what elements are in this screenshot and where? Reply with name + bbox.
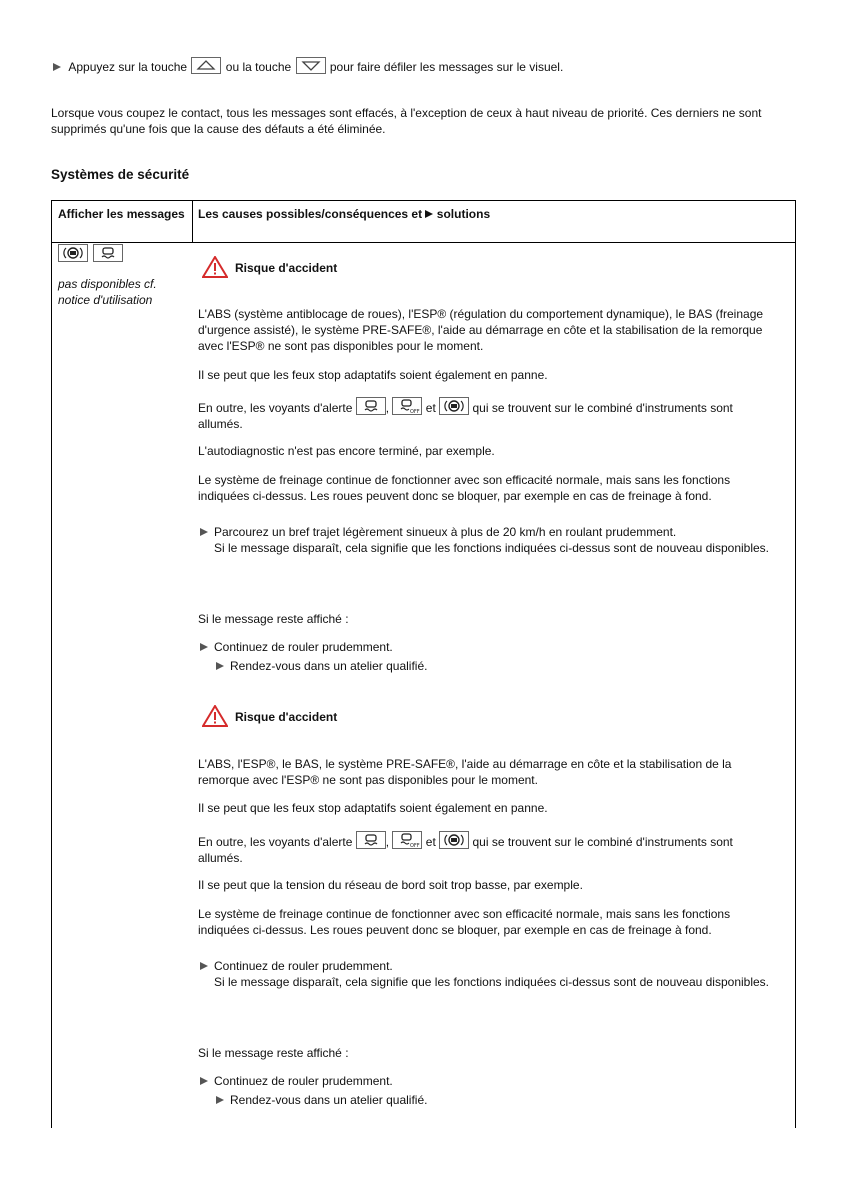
scroll-text-post: pour faire défiler les messages sur le visuel. [329,60,564,74]
lamps-and: et [425,835,436,849]
esp-skid-lamp-icon [356,397,386,415]
block1-step-workshop [216,658,770,674]
block1-step-continue [200,639,770,655]
play-bullet-icon [200,962,208,970]
step-text: Parcourez un bref trajet légèrement sinueux à plus de 20 km/h en roulant prudemment. [214,525,677,539]
scroll-text-mid: ou la touche [225,60,292,74]
block1-para-warning-lamps [198,397,773,432]
block2-if-remains: Si le message reste affiché : [198,1046,349,1060]
block1-para-brake-lights: Il se peut que les feux stop adaptatifs soient également en panne. [198,368,548,382]
play-bullet-icon [200,528,208,536]
esp-off-lamp-icon [392,831,422,849]
section-title: Systèmes de sécurité [51,167,190,182]
esp-skid-lamp-icon [356,831,386,849]
warning-triangle-icon [202,256,228,278]
lamps-sep: , [385,835,390,849]
block1-para-systems: L'ABS (système antiblocage de roues), l'ESP® (régulation du comportement dynamique), le BAS (freinage d'urgence assisté), le système PRE-SAFE®, l'aide au démarrage en côte et la stabilisation de la remorque avec l'ESP® ne sont pas disponibles pour le moment. [198,307,764,353]
lamps-text-pre: En outre, les voyants d'alerte [198,401,353,415]
col-header-causes [198,206,490,222]
step-text: Continuez de rouler prudemment. [214,640,393,654]
play-bullet-icon [216,662,224,670]
play-bullet-icon [200,1077,208,1085]
block2-para-systems: L'ABS, l'ESP®, le BAS, le système PRE-SAFE®, l'aide au démarrage en côte et la stabilisation de la remorque avec l'ESP® ne sont pas disponibles pour le moment. [198,757,732,787]
lamps-text-tail: allumés. [198,851,243,865]
warning-label: Risque d'accident [235,710,338,724]
up-arrow-key-icon [191,57,221,74]
lamps-sep: , [385,401,390,415]
message-icons [58,244,123,262]
block2-step-continue-2 [200,1073,770,1089]
message-note: pas disponibles cf. notice d'utilisation [58,277,157,307]
block2-step-workshop [216,1092,770,1108]
step-result: Si le message disparaît, cela signifie que les fonctions indiquées ci-dessus sont de nouveau disponibles. [214,541,769,555]
col-header-messages: Afficher les messages [58,207,185,221]
table-header-border [51,242,796,243]
warning-row-1 [198,256,498,280]
block1-step-drive [200,524,770,556]
lamps-and: et [425,401,436,415]
step-text: Continuez de rouler prudemment. [214,1074,393,1088]
warning-label: Risque d'accident [235,261,338,275]
block2-step-continue [200,958,770,990]
contact-paragraph: Lorsque vous coupez le contact, tous les messages sont effacés, à l'exception de ceux à haut niveau de priorité. Ces derniers ne sont supprimés qu'une fois que la cause des défauts a été éliminée. [51,106,762,136]
brake-warning-lamp-icon [439,831,469,849]
brake-warning-lamp-icon [439,397,469,415]
block2-para-brake-lights: Il se peut que les feux stop adaptatifs soient également en panne. [198,801,548,815]
brake-warning-lamp-icon [58,244,88,262]
table-col-divider [192,200,193,243]
play-bullet-icon [200,643,208,651]
play-bullet-icon [216,1096,224,1104]
esp-off-lamp-icon [392,397,422,415]
block1-para-diagnosis: L'autodiagnostic n'est pas encore terminé, par exemple. [198,444,495,458]
step-text: Rendez-vous dans un atelier qualifié. [230,1093,428,1107]
block2-para-warning-lamps [198,831,773,866]
down-arrow-key-icon [296,57,326,74]
table-top-border [51,200,796,201]
step-result: Si le message disparaît, cela signifie que les fonctions indiquées ci-dessus sont de nouveau disponibles. [214,975,769,989]
lamps-text-post: qui se trouvent sur le combiné d'instruments sont [472,835,733,849]
scroll-text-pre: Appuyez sur la touche [68,60,188,74]
table-left-border [51,200,52,1128]
play-bullet-icon [425,210,433,218]
esp-skid-lamp-icon [93,244,123,262]
table-right-border [795,200,796,1128]
svg-text:OFF: OFF [410,843,421,848]
play-bullet-icon [53,63,61,71]
lamps-text-pre: En outre, les voyants d'alerte [198,835,353,849]
lamps-text-tail: allumés. [198,417,243,431]
lamps-text-post: qui se trouvent sur le combiné d'instruments sont [472,401,733,415]
svg-text:OFF: OFF [410,409,421,414]
col-header-causes-pre: Les causes possibles/conséquences et [198,207,423,221]
warning-triangle-icon [202,705,228,727]
block1-if-remains: Si le message reste affiché : [198,612,349,626]
step-text: Continuez de rouler prudemment. [214,959,393,973]
block2-para-voltage: Il se peut que la tension du réseau de bord soit trop basse, par exemple. [198,878,583,892]
step-text: Rendez-vous dans un atelier qualifié. [230,659,428,673]
scroll-instruction [53,57,563,75]
block1-para-braking: Le système de freinage continue de fonctionner avec son efficacité normale, mais sans les fonctions indiquées ci-dessus. Les roues peuvent donc se bloquer, par exemple en cas de freinage à fond. [198,473,731,503]
col-header-causes-post: solutions [436,207,491,221]
block2-para-braking: Le système de freinage continue de fonctionner avec son efficacité normale, mais sans les fonctions indiquées ci-dessus. Les roues peuvent donc se bloquer, par exemple en cas de freinage à fond. [198,907,731,937]
warning-row-2 [198,705,498,729]
